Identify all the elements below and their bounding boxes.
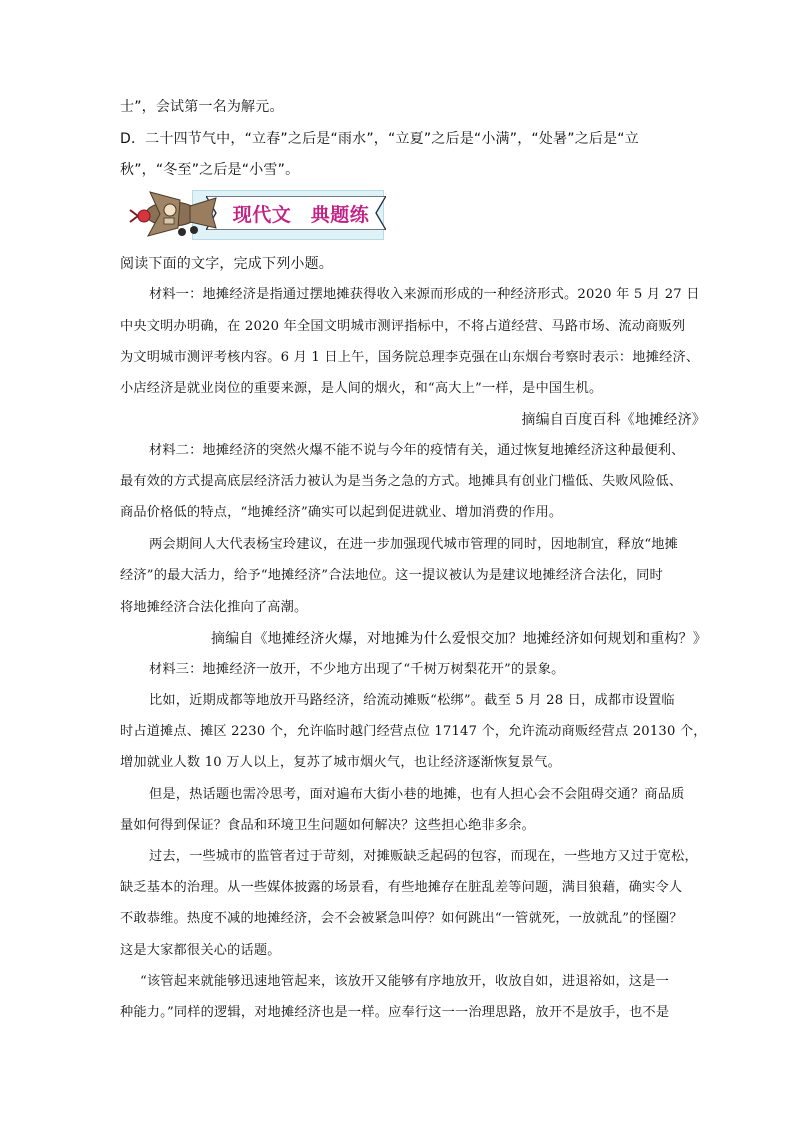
- text-line-material3-7: 过去，一些城市的监管者过于苛刻，对摊贩缺乏起码的包容，而现在，一些地方又过于宽松，: [149, 849, 698, 864]
- text-line-material3-4: 增加就业人数 10 万人以上，复苏了城市烟火气，也让经济逐渐恢复景气。: [120, 755, 561, 770]
- text-line-material2-5: 经济”的最大活力，给予“地摊经济”合法地位。这一提议被认为是建议地摊经济合法化，同时: [120, 568, 663, 583]
- text-line-material2-6: 将地摊经济合法化推向了高潮。: [120, 600, 308, 615]
- text-line-material3-2: 比如，近期成都等地放开马路经济，给流动摊贩“松绑”。截至 5 月 28 日，成都市设置临: [149, 693, 675, 708]
- text-line-material3-3: 时占道摊点、摊区 2230 个，允许临时越门经营点位 17147 个，允许流动商贩经营点 20130 个，: [120, 724, 707, 739]
- section-banner: [120, 184, 386, 242]
- text-line-material3-9: 不敢恭维。热度不减的地摊经济，会不会被紧急叫停？如何跳出“一管就死，一放就乱”的怪圈？: [120, 911, 683, 926]
- text-line-material3-5: 但是，热话题也需冷思考，面对遍布大街小巷的地摊，也有人担心会不会阻碍交通？商品质: [149, 787, 685, 802]
- banner-title: 现代文 典题练: [232, 204, 370, 226]
- source-line-2: 摘编自《地摊经济火爆，对地摊为什么爱恨交加？地摊经济如何规划和重构？》: [210, 631, 707, 647]
- airplane-icon: [120, 184, 230, 244]
- text-line-material3-10: 这是大家都很关心的话题。: [120, 943, 281, 958]
- text-line-material2-2: 最有效的方式提高底层经济活力被认为是当务之急的方式。地摊具有创业门槛低、失败风险低、: [120, 474, 683, 489]
- text-line-prev-answer: 士”，会试第一名为解元。: [120, 99, 284, 115]
- text-line-instruction: 阅读下面的文字，完成下列小题。: [120, 256, 333, 272]
- text-line-option-d-cont: 秋”，“冬至”之后是“小雪”。: [120, 162, 300, 178]
- text-line-material3-12: 种能力。”同样的逻辑，对地摊经济也是一样。应奉行这一一治理思路，放开不是放手，也不是: [120, 1005, 670, 1020]
- source-line-1: 摘编自百度百科《地摊经济》: [521, 412, 706, 428]
- text-line-material3-11: “该管起来就能够迅速地管起来，该放开又能够有序地放开，收放自如，进退裕如，这是一: [140, 974, 670, 989]
- text-line-option-d: D．二十四节气中，“立春”之后是“雨水”，“立夏”之后是“小满”，“处暑”之后是“立: [120, 131, 639, 147]
- text-line-material2-1: 材料二：地摊经济的突然火爆不能不说与今年的疫情有关，通过恢复地摊经济这种最便利、: [149, 443, 685, 458]
- text-line-material3-6: 量如何得到保证？食品和环境卫生问题如何解决？这些担心绝非多余。: [120, 818, 536, 833]
- text-line-material1-2: 中央文明办明确，在 2020 年全国文明城市测评指标中，不将占道经营、马路市场、流动商贩列: [120, 319, 686, 334]
- text-line-material2-4: 两会期间人大代表杨宝玲建议，在进一步加强现代城市管理的同时，因地制宜，释放“地摊: [149, 537, 679, 552]
- text-line-material3-8: 缺乏基本的治理。从一些媒体披露的场景看，有些地摊存在脏乱差等问题，满目狼藉，确实令人: [120, 880, 683, 895]
- text-line-material1-3: 为文明城市测评考核内容。6 月 1 日上午，国务院总理李克强在山东烟台考察时表示：地摊经济、: [120, 350, 700, 365]
- text-line-material3-1: 材料三：地摊经济一放开，不少地方出现了“千树万树梨花开”的景象。: [149, 662, 565, 677]
- text-line-material2-3: 商品价格低的特点，“地摊经济”确实可以起到促进就业、增加消费的作用。: [120, 505, 563, 520]
- text-line-material1-1: 材料一：地摊经济是指通过摆地摊获得收入来源而形成的一种经济形式。2020 年 5 月 27 日: [149, 287, 700, 302]
- text-line-material1-4: 小店经济是就业岗位的重要来源，是人间的烟火，和“高大上”一样，是中国生机。: [120, 381, 603, 396]
